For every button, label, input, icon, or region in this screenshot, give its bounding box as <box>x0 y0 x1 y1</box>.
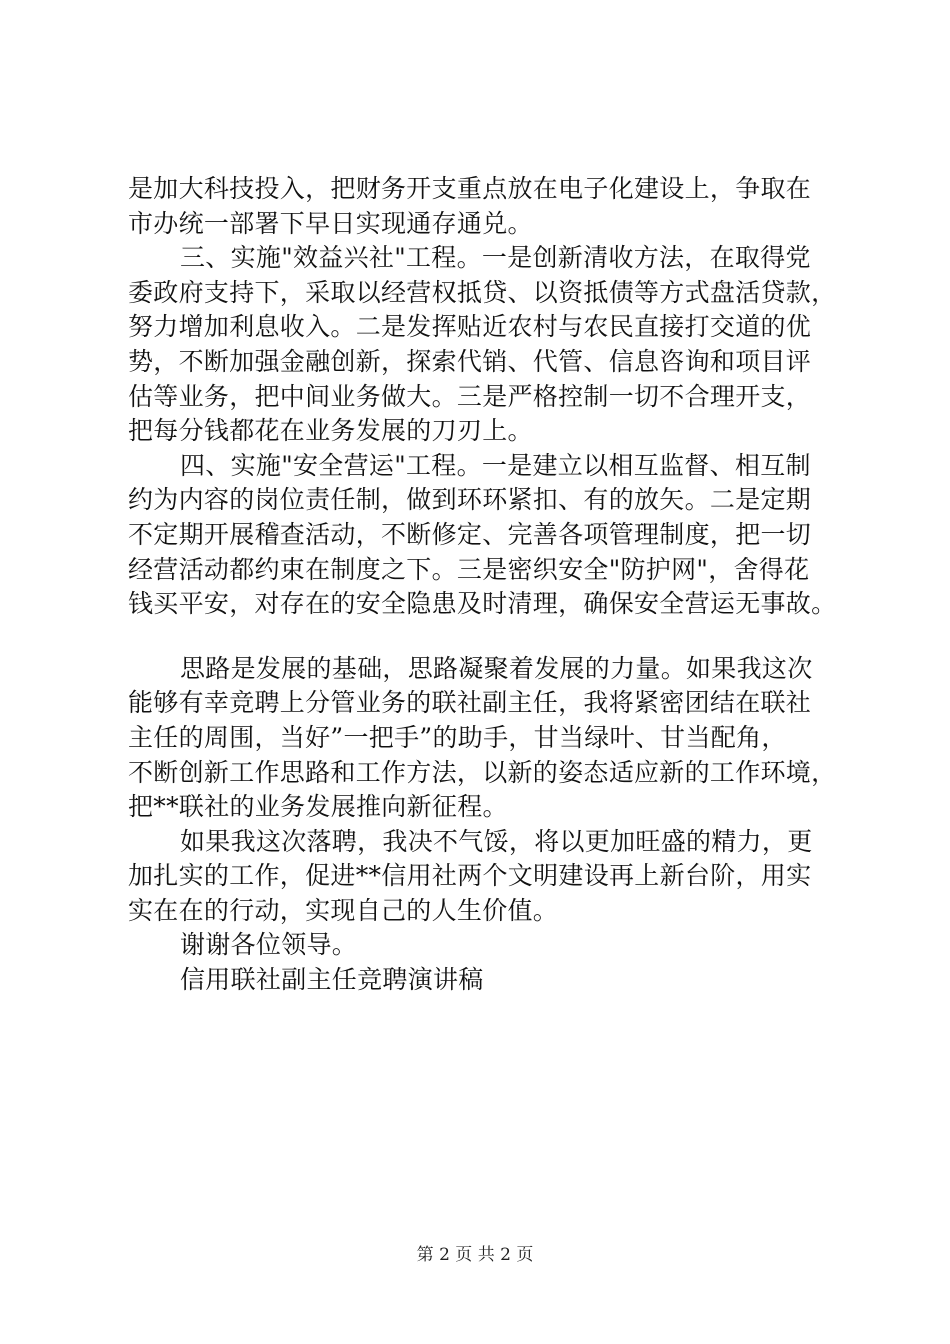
text-line: 加扎实的工作，促进**信用社两个文明建设再上新台阶，用实 <box>128 861 812 891</box>
text-line: 估等业务，把中间业务做大。三是严格控制一切不合理开支， <box>128 381 812 411</box>
text-line: 把**联社的业务发展推向新征程。 <box>128 792 508 822</box>
text-line: 约为内容的岗位责任制，做到环环紧扣、有的放矢。二是定期 <box>128 485 812 515</box>
thanks-line: 谢谢各位领导。 <box>180 930 358 960</box>
text-line: 经营活动都约束在制度之下。三是密织安全"防护网"，舍得花 <box>128 554 810 584</box>
paragraph-start: 三、实施"效益兴社"工程。一是创新清收方法，在取得党 <box>180 243 811 273</box>
closing-title: 信用联社副主任竞聘演讲稿 <box>180 965 484 995</box>
paragraph-start: 思路是发展的基础，思路凝聚着发展的力量。如果我这次 <box>180 653 813 683</box>
text-line: 钱买平安，对存在的安全隐患及时清理，确保安全营运无事故。 <box>128 589 837 619</box>
text-line: 市办统一部署下早日实现通存通兑。 <box>128 208 533 238</box>
text-line: 能够有幸竞聘上分管业务的联社副主任，我将紧密团结在联社 <box>128 688 812 718</box>
text-line: 不定期开展稽查活动，不断修定、完善各项管理制度，把一切 <box>128 519 812 549</box>
page-number-footer: 第 2 页 共 2 页 <box>416 1245 534 1265</box>
paragraph-gap <box>128 622 848 652</box>
paragraph-start: 四、实施"安全营运"工程。一是建立以相互监督、相互制 <box>180 450 811 480</box>
text-line: 把每分钱都花在业务发展的刀刃上。 <box>128 416 533 446</box>
text-line: 主任的周围，当好”一把手”的助手，甘当绿叶、甘当配角， <box>128 722 787 752</box>
text-line: 努力增加利息收入。二是发挥贴近农村与农民直接打交道的优 <box>128 312 812 342</box>
text-line: 实在在的行动，实现自己的人生价值。 <box>128 895 559 925</box>
text-line: 不断创新工作思路和工作方法，以新的姿态适应新的工作环境， <box>128 757 837 787</box>
text-line: 委政府支持下，采取以经营权抵贷、以资抵债等方式盘活贷款， <box>128 277 837 307</box>
document-body <box>128 172 848 998</box>
text-line: 势，不断加强金融创新，探索代销、代管、信息咨询和项目评 <box>128 346 812 376</box>
text-line: 是加大科技投入，把财务开支重点放在电子化建设上，争取在 <box>128 174 812 203</box>
paragraph-start: 如果我这次落聘，我决不气馁，将以更加旺盛的精力，更 <box>180 826 813 856</box>
